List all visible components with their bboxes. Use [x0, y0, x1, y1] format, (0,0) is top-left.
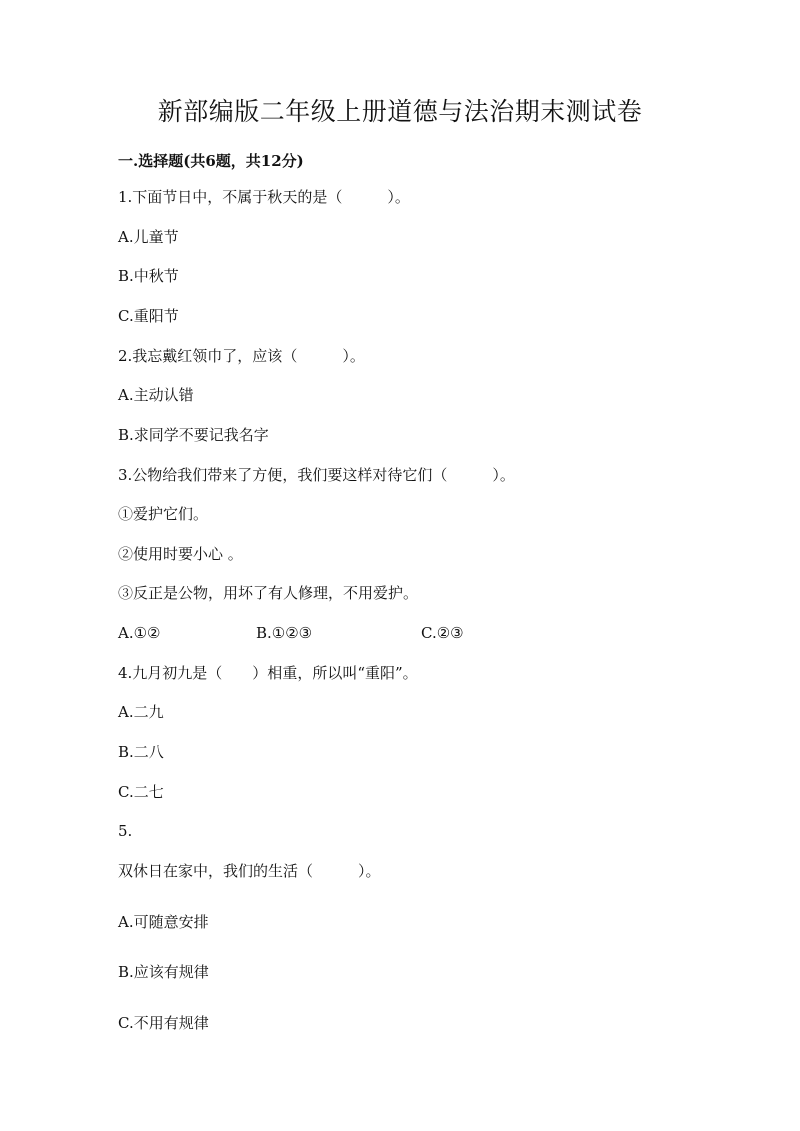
- page-title: 新部编版二年级上册道德与法治期末测试卷: [157, 97, 643, 126]
- question-1-stem: 1.下面节日中，不属于秋天的是（ ）。: [118, 188, 410, 206]
- question-5-option-c: C.不用有规律: [118, 1014, 209, 1032]
- question-1-option-c: C.重阳节: [118, 307, 179, 325]
- question-3-statement-1: ①爱护它们。: [118, 505, 209, 523]
- question-3-option-b: B.①②③: [256, 624, 313, 642]
- question-4-option-c: C.二七: [118, 783, 164, 801]
- question-1-option-b: B.中秋节: [118, 267, 179, 285]
- question-3-stem: 3.公物给我们带来了方便，我们要这样对待它们（ ）。: [118, 466, 515, 484]
- question-4-option-a: A.二九: [118, 703, 164, 721]
- question-2-option-b: B.求同学不要记我名字: [118, 426, 269, 444]
- question-3-option-a: A.①②: [118, 624, 161, 642]
- question-5-number: 5.: [118, 822, 133, 840]
- question-5-stem: 双休日在家中，我们的生活（ ）。: [118, 862, 381, 880]
- question-5-option-b: B.应该有规律: [118, 963, 209, 981]
- question-4-option-b: B.二八: [118, 743, 164, 761]
- question-4-stem: 4.九月初九是（ ）相重，所以叫“重阳”。: [118, 664, 418, 682]
- question-2-stem: 2.我忘戴红领巾了，应该（ ）。: [118, 347, 365, 365]
- question-2-option-a: A.主动认错: [118, 386, 194, 404]
- question-3-statement-3: ③反正是公物，用坏了有人修理，不用爱护。: [118, 584, 419, 602]
- question-5-option-a: A.可随意安排: [118, 913, 209, 931]
- question-3-option-c: C.②③: [421, 624, 464, 642]
- section-heading: 一.选择题(共6题，共12分): [118, 152, 304, 170]
- question-1-option-a: A.儿童节: [118, 228, 179, 246]
- question-3-statement-2: ②使用时要小心 。: [118, 545, 243, 563]
